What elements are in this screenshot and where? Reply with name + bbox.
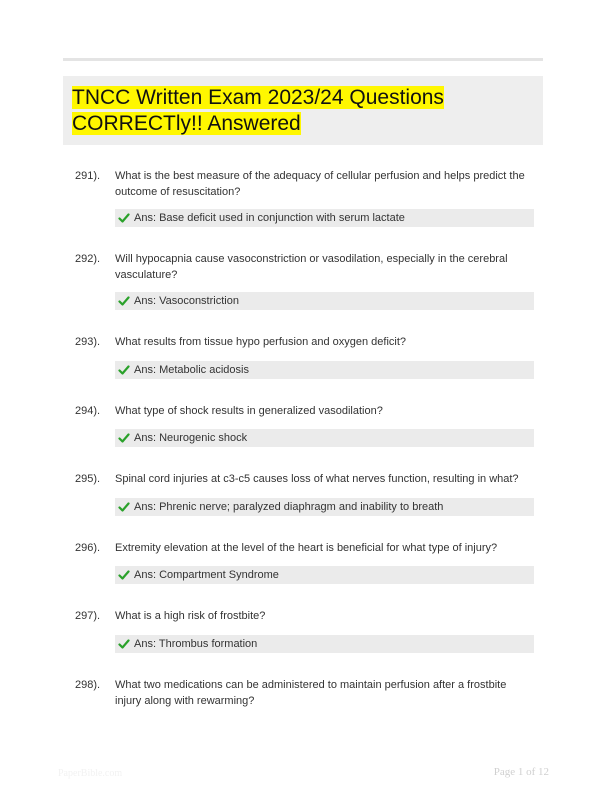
question-text: What type of shock results in generalized vasodilation? (115, 405, 383, 417)
answer-text: Ans: Metabolic acidosis (134, 364, 249, 376)
title-highlight: TNCC Written Exam 2023/24 Questions CORRECTly!! Answered (72, 86, 444, 135)
answer-text: Ans: Neurogenic shock (134, 432, 248, 444)
question-number: 294). (75, 405, 101, 417)
page-number: Page 1 of 12 (493, 766, 549, 778)
check-icon (118, 501, 130, 513)
question-text: Will hypocapnia cause vasoconstriction or vasodilation, especially in the cerebral vasculature? (115, 253, 508, 281)
question-number: 291). (75, 170, 101, 182)
question-text: Spinal cord injuries at c3-c5 causes loss of what nerves function, resulting in what? (115, 473, 519, 485)
question-number: 292). (75, 253, 101, 265)
check-icon (118, 638, 130, 650)
answer-box (115, 566, 534, 584)
question-number: 298). (75, 679, 101, 691)
answer-box (115, 635, 534, 653)
question-text: Extremity elevation at the level of the heart is beneficial for what type of injury? (115, 542, 498, 554)
question-text: What is the best measure of the adequacy of cellular perfusion and helps predict the outcome of resuscitation? (115, 170, 525, 198)
check-icon (118, 569, 130, 581)
check-icon (118, 432, 130, 444)
check-icon (118, 212, 130, 224)
question-number: 295). (75, 473, 101, 485)
check-icon (118, 295, 130, 307)
answer-text: Ans: Phrenic nerve; paralyzed diaphragm and inability to breath (134, 501, 444, 513)
watermark: PaperBible.com (58, 768, 123, 779)
answer-box (115, 209, 534, 227)
answer-box (115, 292, 534, 310)
answer-box (115, 429, 534, 447)
answer-text: Ans: Compartment Syndrome (134, 569, 279, 581)
answer-text: Ans: Vasoconstriction (134, 295, 239, 307)
answer-text: Ans: Base deficit used in conjunction with serum lactate (134, 212, 405, 224)
question-text: What is a high risk of frostbite? (115, 610, 266, 622)
answer-box (115, 498, 534, 516)
page-title (72, 85, 543, 137)
question-text: What results from tissue hypo perfusion and oxygen deficit? (115, 336, 407, 348)
question-number: 296). (75, 542, 101, 554)
top-divider (63, 58, 543, 61)
check-icon (118, 364, 130, 376)
question-text: What two medications can be administered to maintain perfusion after a frostbite injury along with rewarming? (115, 679, 507, 707)
question-number: 293). (75, 336, 101, 348)
answer-box (115, 361, 534, 379)
answer-text: Ans: Thrombus formation (134, 638, 258, 650)
question-number: 297). (75, 610, 101, 622)
title-banner (63, 76, 543, 145)
